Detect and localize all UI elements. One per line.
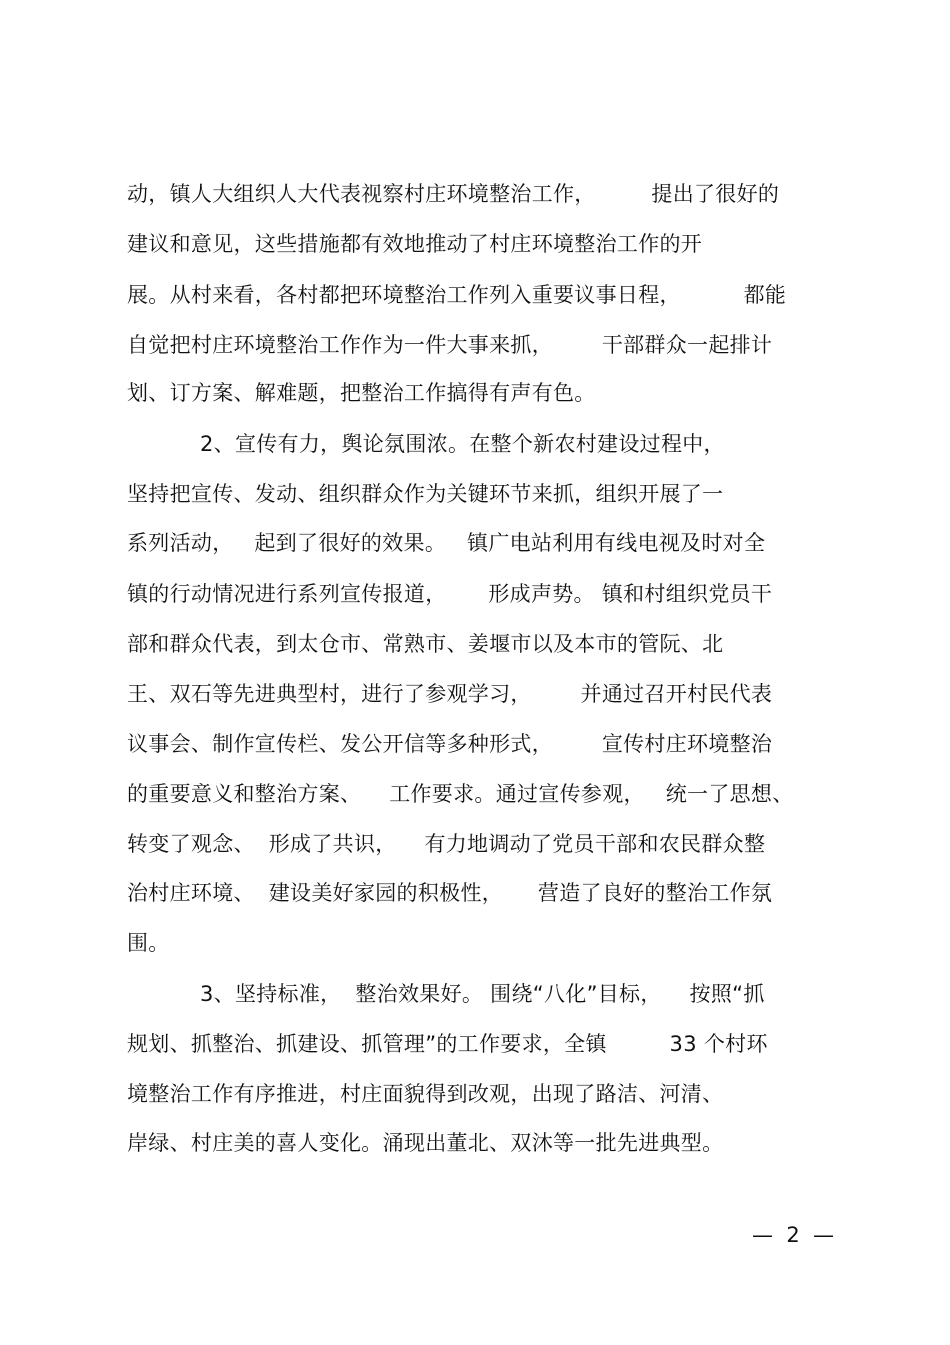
text-line: 围。: [127, 931, 170, 955]
text-line: 境整治工作有序推进，村庄面貌得到改观，出现了路洁、河清、: [127, 1082, 724, 1106]
text-line: 部和群众代表，到太仓市、常熟市、姜堰市以及本市的管阮、北: [127, 632, 724, 656]
text-line: 镇的行动情况进行系列宣传报道， 形成声势。 镇和村组织党员干: [127, 582, 773, 606]
text-line: 自觉把村庄环境整治工作作为一件大事来抓， 干部群众一起排计: [127, 333, 773, 357]
paragraph-3-start: 3、坚持标准， 整治效果好。 围绕“八化”目标， 按照“抓: [200, 982, 765, 1006]
text-line: 规划、抓整治、抓建设、抓管理”的工作要求，全镇 33 个村环: [127, 1032, 768, 1056]
text-line: 系列活动， 起到了很好的效果。 镇广电站利用有线电视及时对全: [127, 531, 766, 555]
text-line: 划、订方案、解难题，把整治工作搞得有声有色。: [127, 381, 596, 405]
text-line: 动，镇人大组织人大代表视察村庄环境整治工作， 提出了很好的: [127, 182, 780, 206]
text-line: 的重要意义和整治方案、 工作要求。通过宣传参观， 统一了思想、: [127, 782, 794, 806]
text-line: 转变了观念、 形成了共识， 有力地调动了党员干部和农民群众整: [127, 832, 766, 856]
text-line: 展。从村来看，各村都把环境整治工作列入重要议事日程， 都能: [127, 283, 787, 307]
text-line: 坚持把宣传、发动、组织群众作为关键环节来抓，组织开展了一: [127, 482, 724, 506]
text-line: 议事会、制作宣传栏、发公开信等多种形式， 宣传村庄环境整治: [127, 732, 773, 756]
text-line: 王、双石等先进典型村，进行了参观学习， 并通过召开村民代表: [127, 682, 773, 706]
text-line: 建议和意见，这些措施都有效地推动了村庄环境整治工作的开: [127, 232, 703, 256]
page-number: — 2 —: [752, 1223, 835, 1247]
paragraph-2-start: 2、宣传有力，舆论氛围浓。在整个新农村建设过程中，: [200, 432, 725, 456]
text-line: 岸绿、村庄美的喜人变化。涌现出董北、双沐等一批先进典型。: [127, 1131, 724, 1155]
text-line: 治村庄环境、 建设美好家园的积极性， 营造了良好的整治工作氛: [127, 881, 773, 905]
